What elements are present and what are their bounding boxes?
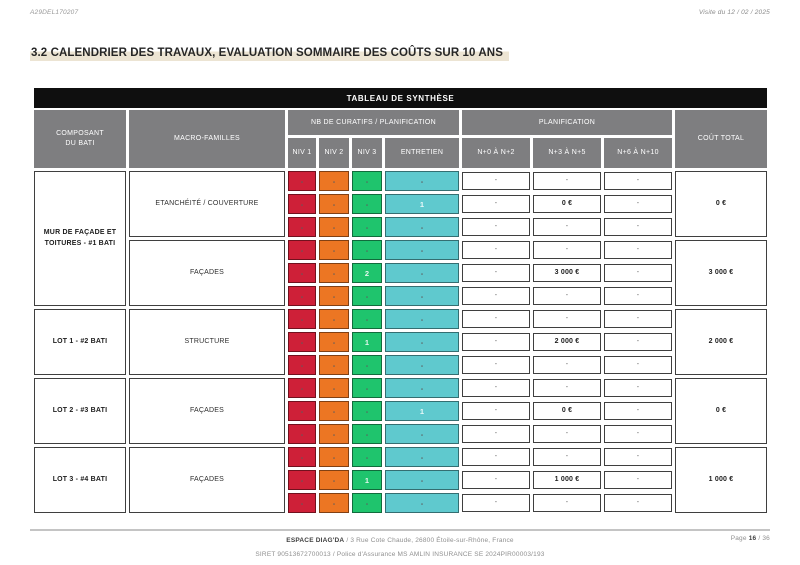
page-number [731,535,770,542]
plan-n3-n5-cell: - [533,379,601,397]
niv3-cell: 1 [352,470,382,490]
cout-total-cell: 2 000 € [675,309,767,375]
plan-n6-n10-cell: - [604,402,672,420]
niv1-cell: - [288,401,316,421]
plan-n3-n5-cell: - [533,218,601,236]
niv1-cell: - [288,378,316,398]
entretien-cell: - [385,378,459,398]
col-header-composant-label: COMPOSANT DU BATI [56,130,104,147]
cout-total-cell: 0 € [675,378,767,444]
plan-n0-n2-cell: - [462,310,530,328]
niv1-cell: - [288,171,316,191]
niv1-cell: - [288,424,316,444]
col-header-macro-familles [129,110,285,168]
plan-n6-n10-cell: - [604,172,672,190]
composant-cell: LOT 1 - #2 BATI [34,309,126,375]
footer-divider [30,529,770,531]
plan-n6-n10-cell: - [604,471,672,489]
niv2-cell: - [319,493,349,513]
plan-n0-n2-cell: - [462,448,530,466]
macro-family-cell: ETANCHÉITÉ / COUVERTURE [129,171,285,237]
plan-n0-n2-cell: - [462,402,530,420]
col-group-planification-label: PLANIFICATION [538,118,596,126]
col-header-niv3: NIV 3 [352,138,382,168]
entretien-cell: - [385,240,459,260]
entretien-cell: - [385,332,459,352]
entretien-cell: - [385,286,459,306]
col-header-niv2: NIV 2 [319,138,349,168]
footer-address-line [0,534,800,548]
niv1-cell: - [288,240,316,260]
niv3-cell: - [352,378,382,398]
page-number-current: 16 [748,535,757,542]
cout-total-cell: 3 000 € [675,240,767,306]
niv1-cell: - [288,263,316,283]
niv2-cell: - [319,332,349,352]
niv3-cell: - [352,240,382,260]
footer-address: / 3 Rue Cote Chaude, 26800 Étoile-sur-Rhône, France [344,537,514,544]
composant-cell: MUR DE FAÇADE ET TOITURES - #1 BATI [34,171,126,306]
entretien-cell: - [385,309,459,329]
plan-n0-n2-cell: - [462,218,530,236]
niv2-cell: - [319,447,349,467]
document-code: A29DEL170207 [30,9,79,16]
composant-cell: LOT 3 - #4 BATI [34,447,126,513]
entretien-cell: - [385,424,459,444]
entretien-cell: 1 [385,194,459,214]
plan-n0-n2-cell: - [462,264,530,282]
cout-total-cell: 1 000 € [675,447,767,513]
niv3-cell: 2 [352,263,382,283]
niv3-cell: - [352,309,382,329]
col-header-composant [34,110,126,168]
niv1-cell: - [288,447,316,467]
page-number-prefix: Page [730,535,749,542]
niv1-cell: - [288,355,316,375]
plan-n6-n10-cell: - [604,379,672,397]
niv2-cell: - [319,171,349,191]
plan-n3-n5-cell: - [533,356,601,374]
plan-n3-n5-cell: 0 € [533,402,601,420]
niv1-cell: - [288,286,316,306]
plan-n3-n5-cell: - [533,172,601,190]
plan-n6-n10-cell: - [604,333,672,351]
plan-n6-n10-cell: - [604,448,672,466]
niv2-cell: - [319,355,349,375]
niv3-cell: - [352,217,382,237]
niv3-cell: - [352,286,382,306]
plan-n0-n2-cell: - [462,356,530,374]
col-header-cout-total [675,110,767,168]
entretien-cell: - [385,493,459,513]
cout-total-cell: 0 € [675,171,767,237]
plan-n3-n5-cell: - [533,448,601,466]
niv2-cell: - [319,401,349,421]
plan-n6-n10-cell: - [604,241,672,259]
col-group-planification [462,110,672,135]
niv2-cell: - [319,194,349,214]
niv3-cell: 1 [352,332,382,352]
niv2-cell: - [319,217,349,237]
niv3-cell: - [352,355,382,375]
col-header-n6-n10: N+6 À N+10 [604,138,672,168]
plan-n0-n2-cell: - [462,425,530,443]
niv2-cell: - [319,286,349,306]
plan-n6-n10-cell: - [604,287,672,305]
niv2-cell: - [319,378,349,398]
niv3-cell: - [352,493,382,513]
plan-n3-n5-cell: - [533,310,601,328]
niv3-cell: - [352,401,382,421]
niv1-cell: - [288,217,316,237]
niv3-cell: - [352,424,382,444]
entretien-cell: - [385,263,459,283]
niv2-cell: - [319,470,349,490]
niv1-cell: - [288,332,316,352]
composant-cell: LOT 2 - #3 BATI [34,378,126,444]
plan-n0-n2-cell: - [462,494,530,512]
col-header-niv1: NIV 1 [288,138,316,168]
niv2-cell: - [319,424,349,444]
niv2-cell: - [319,309,349,329]
macro-family-cell: FAÇADES [129,240,285,306]
entretien-cell: - [385,447,459,467]
niv1-cell: - [288,493,316,513]
plan-n3-n5-cell: - [533,241,601,259]
plan-n0-n2-cell: - [462,333,530,351]
niv3-cell: - [352,194,382,214]
plan-n3-n5-cell: 3 000 € [533,264,601,282]
entretien-cell: 1 [385,401,459,421]
niv2-cell: - [319,263,349,283]
niv2-cell: - [319,240,349,260]
plan-n0-n2-cell: - [462,195,530,213]
plan-n0-n2-cell: - [462,241,530,259]
plan-n6-n10-cell: - [604,356,672,374]
macro-family-cell: FAÇADES [129,378,285,444]
plan-n6-n10-cell: - [604,195,672,213]
col-header-macro-label: MACRO-FAMILLES [173,135,241,143]
plan-n0-n2-cell: - [462,172,530,190]
entretien-cell: - [385,217,459,237]
plan-n6-n10-cell: - [604,494,672,512]
table-title: TABLEAU DE SYNTHÈSE [34,88,767,108]
niv1-cell: - [288,309,316,329]
macro-family-cell: STRUCTURE [129,309,285,375]
plan-n6-n10-cell: - [604,425,672,443]
page-top-bar [30,9,770,16]
plan-n3-n5-cell: - [533,425,601,443]
plan-n3-n5-cell: 1 000 € [533,471,601,489]
macro-family-cell: FAÇADES [129,447,285,513]
col-group-curatifs-label: NB DE CURATIFS / PLANIFICATION [310,118,437,126]
col-group-curatifs [288,110,459,135]
entretien-cell: - [385,470,459,490]
niv3-cell: - [352,447,382,467]
footer-legal-line: SIRET 90513672700013 / Police d'Assurance MS AMLIN INSURANCE SE 2024PIR00003/193 [255,551,545,558]
col-header-entretien: ENTRETIEN [385,138,459,168]
col-header-cout-label: COÛT TOTAL [697,135,745,143]
plan-n0-n2-cell: - [462,287,530,305]
plan-n6-n10-cell: - [604,264,672,282]
section-title [30,45,509,61]
footer-company: ESPACE DIAG'DA [286,537,345,544]
plan-n3-n5-cell: 0 € [533,195,601,213]
table-body [34,171,767,513]
plan-n6-n10-cell: - [604,218,672,236]
col-header-n3-n5: N+3 À N+5 [533,138,601,168]
page-number-total: 36 [762,535,770,542]
page-number-sep: / [756,535,763,542]
entretien-cell: - [385,355,459,375]
section-title-text: 3.2 CALENDRIER DES TRAVAUX, EVALUATION SOMMAIRE DES COÛTS SUR 10 ANS [30,45,509,61]
synthesis-table [34,88,767,513]
col-header-n0-n2: N+0 À N+2 [462,138,530,168]
niv3-cell: - [352,171,382,191]
niv1-cell: - [288,470,316,490]
niv1-cell: - [288,194,316,214]
plan-n0-n2-cell: - [462,471,530,489]
plan-n0-n2-cell: - [462,379,530,397]
footer-info [0,534,800,562]
visit-date: Visite du 12 / 02 / 2025 [698,9,770,16]
plan-n3-n5-cell: - [533,287,601,305]
entretien-cell: - [385,171,459,191]
plan-n3-n5-cell: 2 000 € [533,333,601,351]
plan-n3-n5-cell: - [533,494,601,512]
plan-n6-n10-cell: - [604,310,672,328]
table-header [34,110,767,168]
